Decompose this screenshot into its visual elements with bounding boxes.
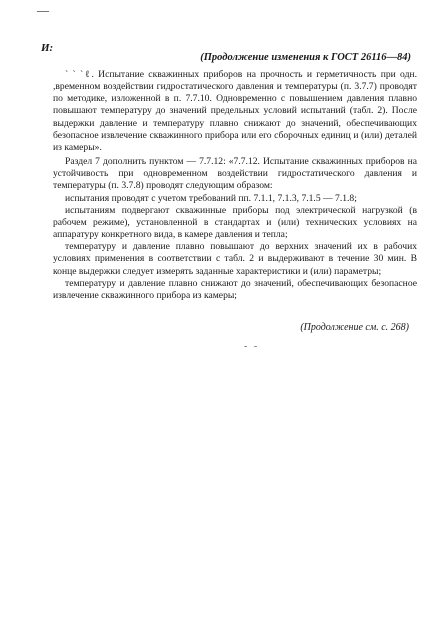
corner-mark: И: (41, 42, 54, 54)
continuation-header: (Продолжение изменения к ГОСТ 26116—84) (200, 52, 411, 63)
document-body (53, 69, 417, 302)
top-mark: — (37, 3, 49, 17)
paragraph: испытания проводят с учетом требований пп. 7.1.1, 7.1.3, 7.1.5 — 7.1.8; (65, 192, 357, 204)
paragraph: температуру и давление плавно повышают до верхних значений их в рабочих условиях применения в соответствии с табл. 2 и выдерживают в течение 30 мин. В конце выдержки следует измерять заданные характеристики и (или) параметры; (53, 241, 417, 277)
scan-mark: - - (244, 341, 260, 352)
paragraph: испытаниям подвергают скважинные приборы под электрической нагрузкой (в рабочем режиме), установленной в стандартах и (или) технических условиях на аппаратуру конкретного вида, в камере давления и тепла; (53, 204, 417, 241)
paragraph: температуру и давление плавно снижают до значений, обеспечивающих безопасное извлечение скважинного прибора из камеры; (53, 277, 417, 301)
paragraph: Раздел 7 дополнить пунктом — 7.7.12: «7.7.12. Испытание скважинных приборов на устойчивость при одновременном воздействии гидростатического давления и температуры (п. 3.7.8) проводят следующим образом: (53, 156, 417, 192)
continuation-note: (Продолжение см. с. 268) (300, 322, 409, 333)
paragraph: ` ` `ℓ. Испытание скважинных приборов на прочность и герметичность при одн. ,временном воздействии гидростатического давления и температуры (п. 3.7.7) проводят по методике, изложенной в п. 7.7.10. Одновременно с повышением давления плавно повышают температуру до значений предельных условий испытаний (табл. 2). После выдержки давление и температуру плавно снижают до значений, обеспечивающих безопасное извлечение скважинного прибора или его сборочных единиц и (или) деталей из камеры». (53, 69, 417, 153)
